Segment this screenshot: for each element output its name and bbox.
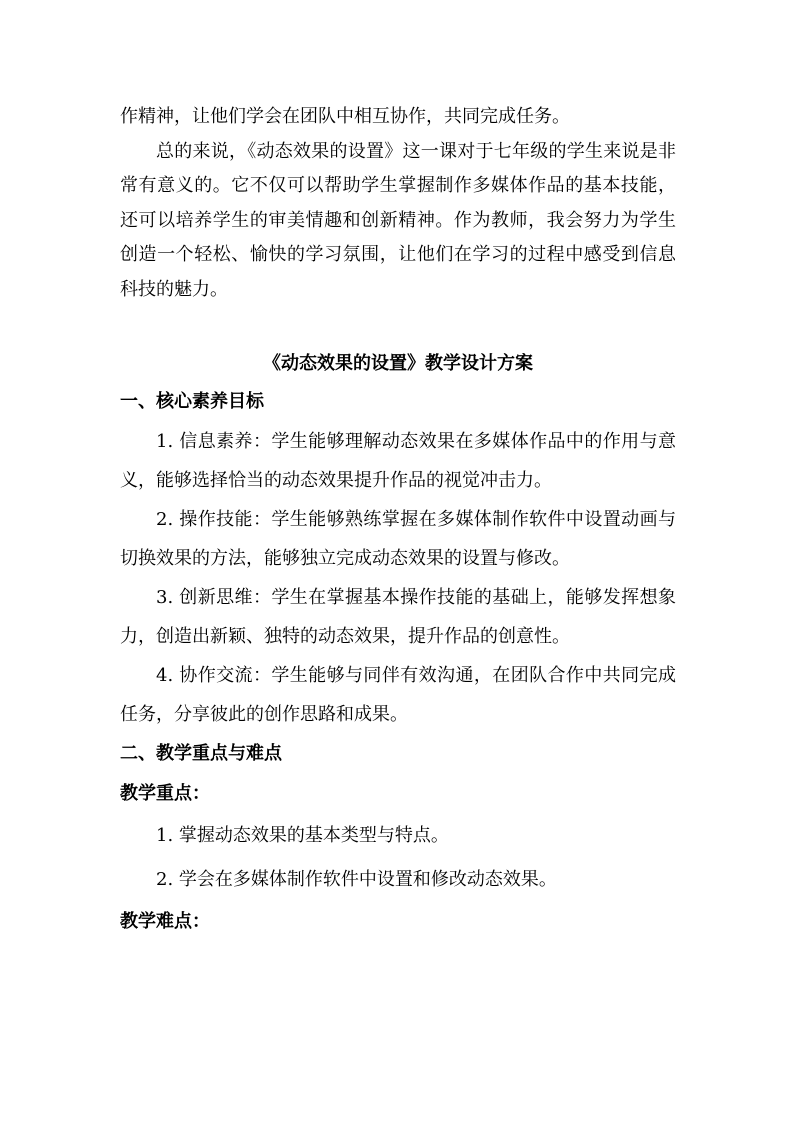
list-item-operation-skills: 2. 操作技能：学生能够熟练掌握在多媒体制作软件中设置动画与切换效果的方法，能够独立完成动态效果的设置与修改。: [120, 508, 676, 569]
subheading-key-points: 教学重点：: [120, 782, 210, 804]
paragraph-continuation: 作精神，让他们学会在团队中相互协作，共同完成任务。: [120, 106, 570, 127]
document-page: [120, 100, 676, 942]
section-heading-core-literacy: 一、核心素养目标: [120, 390, 264, 412]
paragraph-summary: 总的来说，《动态效果的设置》这一课对于七年级的学生来说是非常有意义的。它不仅可以帮助学生掌握制作多媒体作品的基本技能，还可以培养学生的审美情趣和创新精神。作为教师，我会努力为学生创造一个轻松、愉快的学习氛围，让他们在学习的过程中感受到信息科技的魅力。: [120, 140, 676, 300]
list-item-innovative-thinking: 3. 创新思维：学生在掌握基本操作技能的基础上，能够发挥想象力，创造出新颖、独特的动态效果，提升作品的创意性。: [120, 586, 676, 647]
list-item-collaboration: 4. 协作交流：学生能够与同伴有效沟通，在团队合作中共同完成任务，分享彼此的创作思路和成果。: [120, 664, 676, 725]
section-heading-key-points: 二、教学重点与难点: [120, 742, 282, 764]
list-item-key-point-1: 1. 掌握动态效果的基本类型与特点。: [156, 824, 449, 846]
list-item-information-literacy: 1. 信息素养：学生能够理解动态效果在多媒体作品中的作用与意义，能够选择恰当的动态效果提升作品的视觉冲击力。: [120, 430, 676, 491]
subheading-difficulties: 教学难点：: [120, 910, 210, 932]
document-title: 《动态效果的设置》教学设计方案: [263, 353, 533, 374]
list-item-key-point-2: 2. 学会在多媒体制作软件中设置和修改动态效果。: [156, 868, 557, 890]
